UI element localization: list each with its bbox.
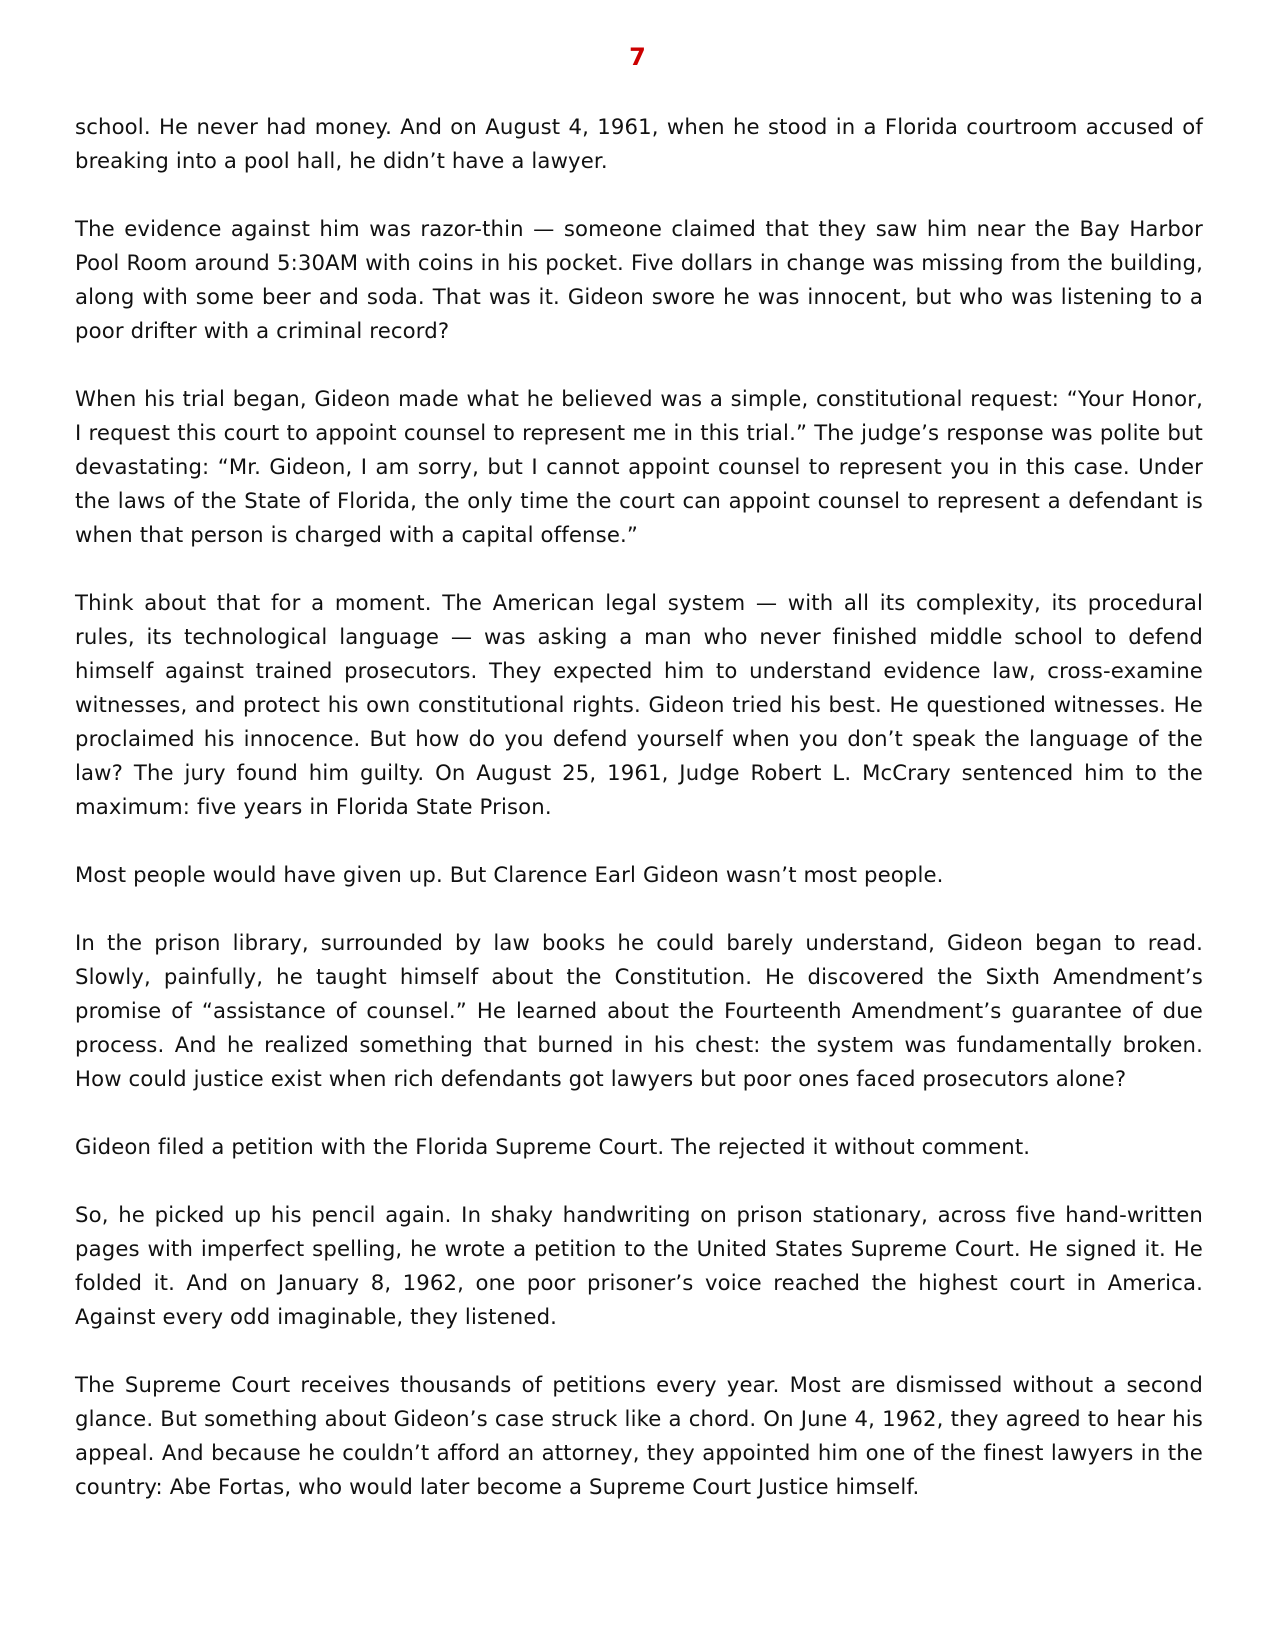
paragraph: When his trial began, Gideon made what he believed was a simple, constitutional request: “Your Honor, I request this court to appoint counsel to represent me in this trial.” The judge’s response was polite but devastating: “Mr. Gideon, I am sorry, but I cannot appoint counsel to represent you in this case. Under the laws of the State of Florida, the only time the court can appoint counsel to represent a defendant is when that person is charged with a capital offense.” [75, 386, 1203, 547]
paragraph: The Supreme Court receives thousands of petitions every year. Most are dismissed without a second glance. But something about Gideon’s case struck like a chord. On June 4, 1962, they agreed to hear his appeal. And because he couldn’t afford an attorney, they appointed him one of the finest lawyers in the country: Abe Fortas, who would later become a Supreme Court Justice himself. [75, 1372, 1203, 1499]
paragraph: In the prison library, surrounded by law books he could barely understand, Gideon began to read. Slowly, painfully, he taught himself about the Constitution. He discovered the Sixth Amendment’s promise of “assistance of counsel.” He learned about the Fourteenth Amendment’s guarantee of due process. And he realized something that burned in his chest: the system was fundamentally broken. How could justice exist when rich defendants got lawyers but poor ones faced prosecutors alone? [75, 930, 1203, 1091]
page-number: 7 [629, 43, 646, 71]
paragraph: Gideon filed a petition with the Florida Supreme Court. The rejected it without comment. [75, 1134, 1031, 1159]
paragraph: Most people would have given up. But Clarence Earl Gideon wasn’t most people. [75, 862, 944, 887]
paragraph: So, he picked up his pencil again. In shaky handwriting on prison stationary, across five hand-written pages with imperfect spelling, he wrote a petition to the United States Supreme Court. He signed it. He folded it. And on January 8, 1962, one poor prisoner’s voice reached the highest court in America. Against every odd imaginable, they listened. [75, 1202, 1203, 1329]
paragraph: school. He never had money. And on August 4, 1961, when he stood in a Florida courtroom accused of breaking into a pool hall, he didn’t have a lawyer. [75, 114, 1203, 173]
document-body [75, 110, 1203, 1538]
paragraph: The evidence against him was razor-thin — someone claimed that they saw him near the Bay Harbor Pool Room around 5:30AM with coins in his pocket. Five dollars in change was missing from the building, along with some beer and soda. That was it. Gideon swore he was innocent, but who was listening to a poor drifter with a criminal record? [75, 216, 1203, 343]
paragraph: Think about that for a moment. The American legal system — with all its complexity, its procedural rules, its technological language — was asking a man who never finished middle school to defend himself against trained prosecutors. They expected him to understand evidence law, cross-examine witnesses, and protect his own constitutional rights. Gideon tried his best. He questioned witnesses. He proclaimed his innocence. But how do you defend yourself when you don’t speak the language of the law? The jury found him guilty. On August 25, 1961, Judge Robert L. McCrary sentenced him to the maximum: five years in Florida State Prison. [75, 590, 1203, 819]
